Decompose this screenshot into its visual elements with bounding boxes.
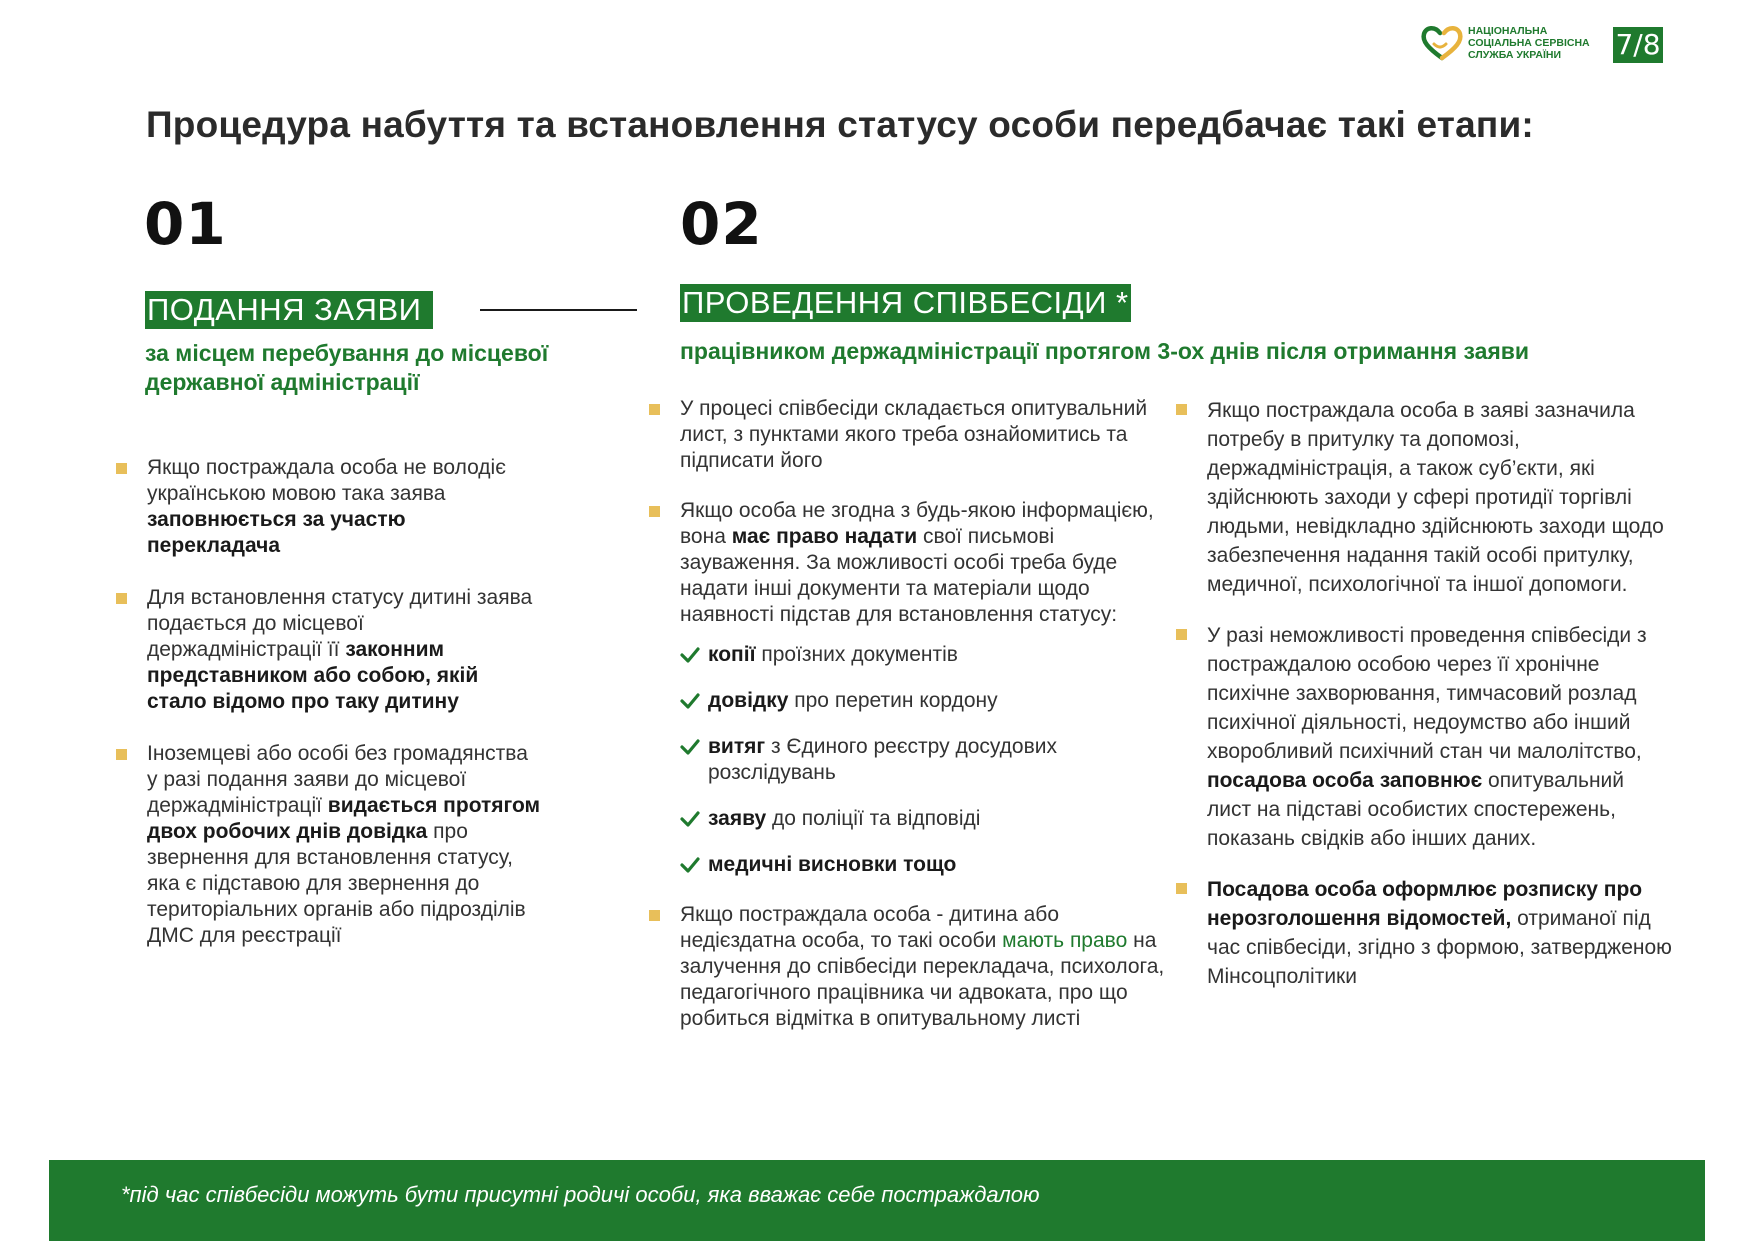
step2-bullet-list-right xyxy=(1173,396,1673,1013)
logo xyxy=(1420,24,1590,62)
list-item: Для встановлення статусу дитині заява подається до місцевої держадміністрації її законним представником або собою, якій стало відомо про таку дитину xyxy=(113,585,543,715)
check-icon xyxy=(680,647,700,663)
step-number-1: 01 xyxy=(144,190,227,258)
step-subtitle-1: за місцем перебування до місцевої державної адміністрації xyxy=(145,340,549,395)
connector-line xyxy=(480,309,637,311)
list-item: Якщо постраждала особа в заяві зазначила потребу в притулку та допомозі, держадміністрація, а також суб’єкти, які здійснюють заходи у сфері протидії торгівлі людьми, невідкладно здійснюють заходи щодо забезпечення надання такій особі притулку, медичної, психологічної та іншої допомоги. xyxy=(1173,396,1673,599)
check-icon xyxy=(680,811,700,827)
step1-bullet-list xyxy=(113,455,543,975)
step-number-2: 02 xyxy=(680,190,763,258)
footer-banner xyxy=(49,1160,1705,1241)
check-icon xyxy=(680,693,700,709)
check-icon xyxy=(680,739,700,755)
list-item: Посадова особа оформлює розписку про нерозголошення відомостей, отриманої під час співбесіди, згідно з формою, затвердженою Мінсоцполітики xyxy=(1173,875,1673,991)
logo-text: НАЦІОНАЛЬНА СОЦІАЛЬНА СЕРВІСНА СЛУЖБА УКРАЇНИ xyxy=(1468,25,1590,61)
list-item: Іноземцеві або особі без громадянства у разі подання заяви до місцевої держадміністрації видається протягом двох робочих днів довідка про звернення для встановлення статусу, яка є підставою для звернення до територіальних органів або підрозділів ДМС для реєстрації xyxy=(113,741,543,949)
footer-note: *під час співбесіди можуть бути присутні родичі особи, яка вважає себе постраждалою xyxy=(121,1182,1040,1207)
checklist-item: медичні висновки тощо xyxy=(680,852,1166,878)
list-item: У разі неможливості проведення співбесіди з постраждалою особою через її хронічне психічне захворювання, тимчасовий розлад психічної діяльності, недоумство або інший хворобливий психічний стан чи малолітство, посадова особа заповнює опитувальний лист на підставі особистих спостережень, показань свідків або інших даних. xyxy=(1173,621,1673,853)
checklist-item: витяг з Єдиного реєстру досудових розслідувань xyxy=(680,734,1166,786)
documents-checklist xyxy=(680,642,1166,878)
list-item: Якщо постраждала особа - дитина або недієздатна особа, то такі особи мають право на залучення до співбесіди перекладача, психолога, педагогічного працівника чи адвоката, про що робиться відмітка в опитувальному листі xyxy=(646,902,1166,1032)
list-item: У процесі співбесіди складається опитувальний лист, з пунктами якого треба ознайомитись та підписати його xyxy=(646,396,1166,474)
checklist-item: довідку про перетин кордону xyxy=(680,688,1166,714)
list-item: Якщо особа не згодна з будь-якою інформацією, вона має право надати свої письмові зауваження. За можливості особі треба буде надати інші документи та матеріали щодо наявності підстав для встановлення статусу: копії проїзних документів довідку про перетин кордону витяг з Єдиного реєстру досудових розслідувань заяву до поліції та відповіді медичні висновки тощо xyxy=(646,498,1166,878)
page-title: Процедура набуття та встановлення статусу особи передбачає такі етапи: xyxy=(146,104,1534,145)
step-subtitle-2: працівником держадміністрації протягом 3-ох днів після отримання заяви xyxy=(680,338,1530,364)
page-number: 7/8 xyxy=(1613,27,1663,63)
check-icon xyxy=(680,857,700,873)
checklist-item: копії проїзних документів xyxy=(680,642,1166,668)
heart-hands-icon xyxy=(1420,24,1464,62)
step2-bullet-list-left xyxy=(646,396,1166,1056)
list-item: Якщо постраждала особа не володіє українською мовою така заява заповнюється за участю перекладача xyxy=(113,455,543,559)
step-label-interview: ПРОВЕДЕННЯ СПІВБЕСІДИ * xyxy=(682,285,1129,320)
checklist-item: заяву до поліції та відповіді xyxy=(680,806,1166,832)
step-label-application: ПОДАННЯ ЗАЯВИ xyxy=(145,291,433,329)
